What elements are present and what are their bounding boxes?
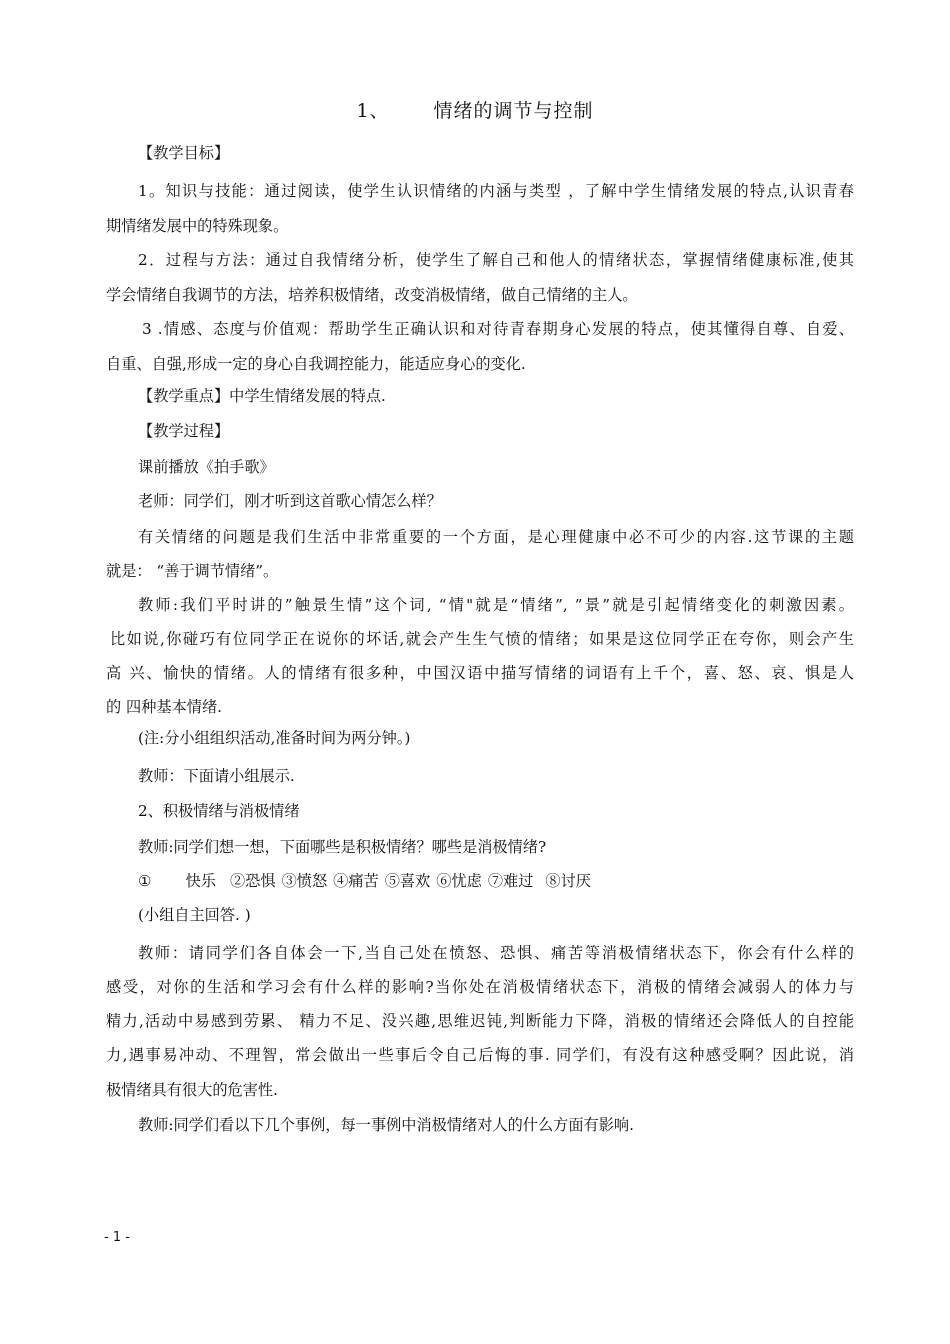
option-item: ⑤喜欢	[384, 872, 431, 890]
paragraph-line: 极情绪具有很大的危害性.	[106, 1081, 278, 1099]
paragraph-line: 自重、自强,形成一定的身心自我调控能力，能适应身心的变化.	[106, 355, 526, 373]
option-item: ⑧讨厌	[545, 872, 591, 890]
paragraph-line: 精力,活动中易感到劳累、 精力不足、没兴趣,思维迟钝,判断能力下降，消极的情绪还会降低人的自控能	[106, 1012, 854, 1030]
heading-objectives: 【教学目标】	[138, 144, 230, 162]
paragraph-line: 有关情绪的问题是我们生活中非常重要的一个方面，是心理健康中必不可少的内容.这节课的主题	[138, 528, 854, 546]
paragraph-line: 教师：请同学们各自体会一下,当自己处在愤怒、恐惧、痛苦等消极情绪状态下，你会有什么样的	[138, 944, 854, 962]
page-number: - 1 -	[104, 1230, 130, 1245]
section-heading: 2、积极情绪与消极情绪	[138, 802, 300, 820]
emotion-options	[138, 870, 854, 891]
paragraph-line: 3 .情感、态度与价值观：帮助学生正确认识和对待青春期身心发展的特点，使其懂得自尊、自爱、	[142, 320, 854, 338]
paragraph-line: 就是： “善于调节情绪”。	[106, 562, 279, 580]
heading-process: 【教学过程】	[138, 422, 230, 440]
paragraph-line: 课前播放《拍手歌》	[138, 458, 275, 476]
option-item: ⑦难过	[487, 872, 534, 890]
paragraph-line: 的 四种基本情绪.	[106, 698, 222, 716]
option-item: ⑥忧虑	[436, 872, 482, 890]
paragraph-line: 教师：下面请小组展示.	[138, 767, 295, 785]
option-item: ②恐惧	[230, 872, 276, 890]
paragraph-line: 2．过程与方法：通过自我情绪分析，使学生了解自己和他人的情绪状态，掌握情绪健康标准,使其	[138, 251, 854, 269]
paragraph-line: 期情绪发展中的特殊现象。	[106, 217, 289, 235]
option-item: 快乐	[185, 872, 216, 890]
paragraph-line: 力,遇事易冲动、不理智，常会做出一些事后令自己后悔的事. 同学们，有没有这种感受啊？因此说，消	[106, 1046, 854, 1064]
title-text: 情绪的调节与控制	[433, 100, 594, 122]
note-line: (小组自主回答. )	[138, 906, 251, 924]
title-number: 1、	[356, 100, 390, 122]
heading-key-points: 【教学重点】中学生情绪发展的特点.	[138, 387, 386, 405]
paragraph-line: 老师：同学们，刚才听到这首歌心情怎么样？	[138, 492, 442, 510]
paragraph-line: 1。知识与技能：通过阅读，使学生认识情绪的内涵与类型 ，了解中学生情绪发展的特点,认识青春	[138, 182, 854, 200]
note-line: (注:分小组组织活动,准备时间为两分钟。)	[138, 729, 411, 747]
option-item: ③愤怒	[281, 872, 328, 890]
option-item: ①	[138, 872, 152, 890]
paragraph-line: 感受，对你的生活和学习会有什么样的影响?当你处在消极情绪状态下，消极的情绪会减弱人的体力与	[106, 978, 854, 996]
paragraph-line: 学会情绪自我调节的方法，培养积极情绪，改变消极情绪，做自己情绪的主人。	[106, 286, 638, 304]
paragraph-line: 比如说,你碰巧有位同学正在说你的坏话,就会产生生气愤的情绪；如果是这位同学正在夸你，则会产生	[110, 630, 854, 648]
option-item: ④痛苦	[333, 872, 379, 890]
paragraph-line: 高 兴、愉快的情绪。人的情绪有很多种，中国汉语中描写情绪的词语有上千个，喜、怒、哀、惧是人	[106, 664, 854, 682]
paragraph-line: 教师:同学们想一想，下面哪些是积极情绪？哪些是消极情绪?	[138, 838, 547, 856]
paragraph-line: 教师:同学们看以下几个事例，每一事例中消极情绪对人的什么方面有影响.	[138, 1116, 634, 1134]
page-title	[0, 96, 950, 123]
paragraph-line: 教师:我们平时讲的”触景生情”这个词, “情"就是“情绪”, ”景”就是引起情绪变化的刺激因素。	[138, 596, 854, 614]
